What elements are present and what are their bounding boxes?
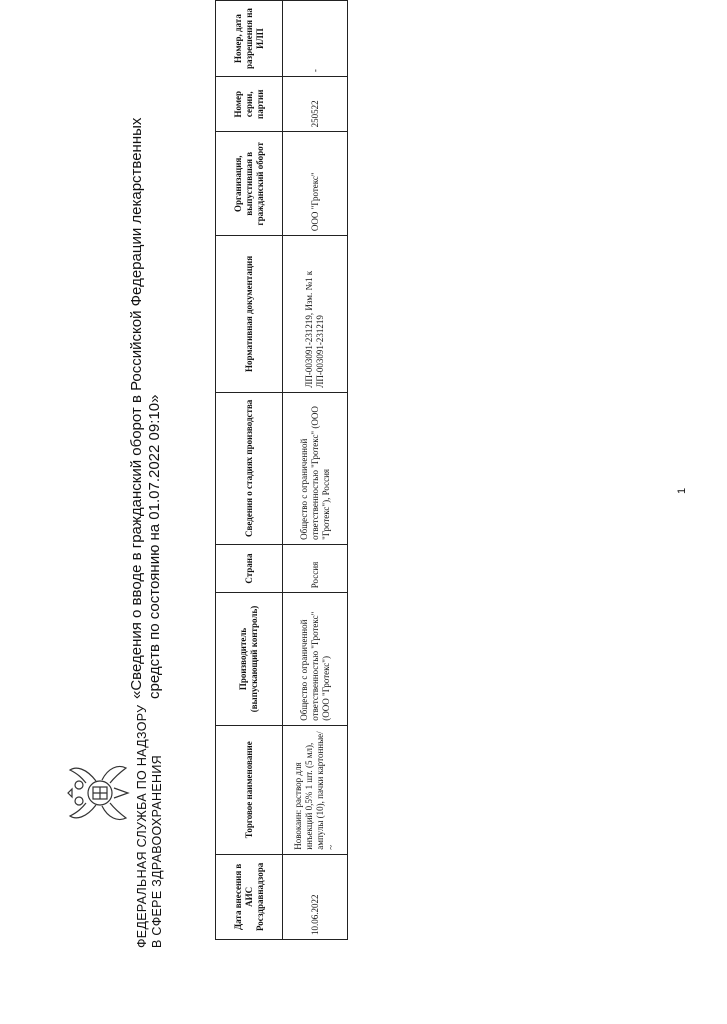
document-title-line2: средств по состоянию на 01.07.2022 09:10» — [146, 394, 163, 699]
column-header: Торговое наименование — [216, 725, 283, 854]
column-header: Дата внесения в АИС Росздравнадзора — [216, 854, 283, 939]
table-header-row — [216, 1, 283, 940]
agency-name-line1: ФЕДЕРАЛЬНАЯ СЛУЖБА ПО НАДЗОРУ — [135, 704, 149, 948]
column-header: Сведения о стадиях производства — [216, 392, 283, 544]
header-emblem-block — [66, 680, 186, 940]
table-row — [283, 1, 348, 940]
column-header: Номер, дата разрешения на ИЛП — [216, 1, 283, 77]
table-cell-batch-number: 250522 — [283, 77, 348, 132]
column-header: Организация, выпустившая в гражданский оборот — [216, 132, 283, 236]
agency-name — [135, 688, 165, 948]
page-number: 1 — [676, 487, 688, 494]
table-cell-manufacturer: Общество с ограниченной ответственностью "Гротекс" (ООО "Гротекс") — [283, 593, 348, 725]
table-cell-date: 10.06.2022 — [283, 854, 348, 939]
table-cell-regulatory-docs: ЛП-003091-231219, Изм. №1 к ЛП-003091-231219 — [283, 236, 348, 393]
table-cell-permit-number: - — [283, 1, 348, 77]
table-cell-releasing-organization: ООО "Гротекс" — [283, 132, 348, 236]
agency-name-line2: В СФЕРЕ ЗДРАВООХРАНЕНИЯ — [150, 755, 164, 948]
column-header: Производитель (выпускающий контроль) — [216, 593, 283, 725]
double-headed-eagle-emblem-icon — [66, 758, 134, 828]
document-title-line1: «Сведения о вводе в гражданский оборот в Российской Федерации лекарственных — [128, 117, 145, 699]
column-header: Номер серии, партии — [216, 77, 283, 132]
registry-table — [215, 0, 348, 940]
table-cell-country: Россия — [283, 544, 348, 592]
table-cell-production-stages: Общество с ограниченной ответственностью "Гротекс" (ООО "Гротекс"), Россия — [283, 392, 348, 544]
column-header: Страна — [216, 544, 283, 592]
document-title — [128, 19, 164, 699]
column-header: Нормативная документация — [216, 236, 283, 393]
table-cell-trade-name: Новокаин: раствор для инъекций 0,5% 1 шт. (5 мл), ампулы (10), пачки картонные/ ~ — [283, 725, 348, 854]
